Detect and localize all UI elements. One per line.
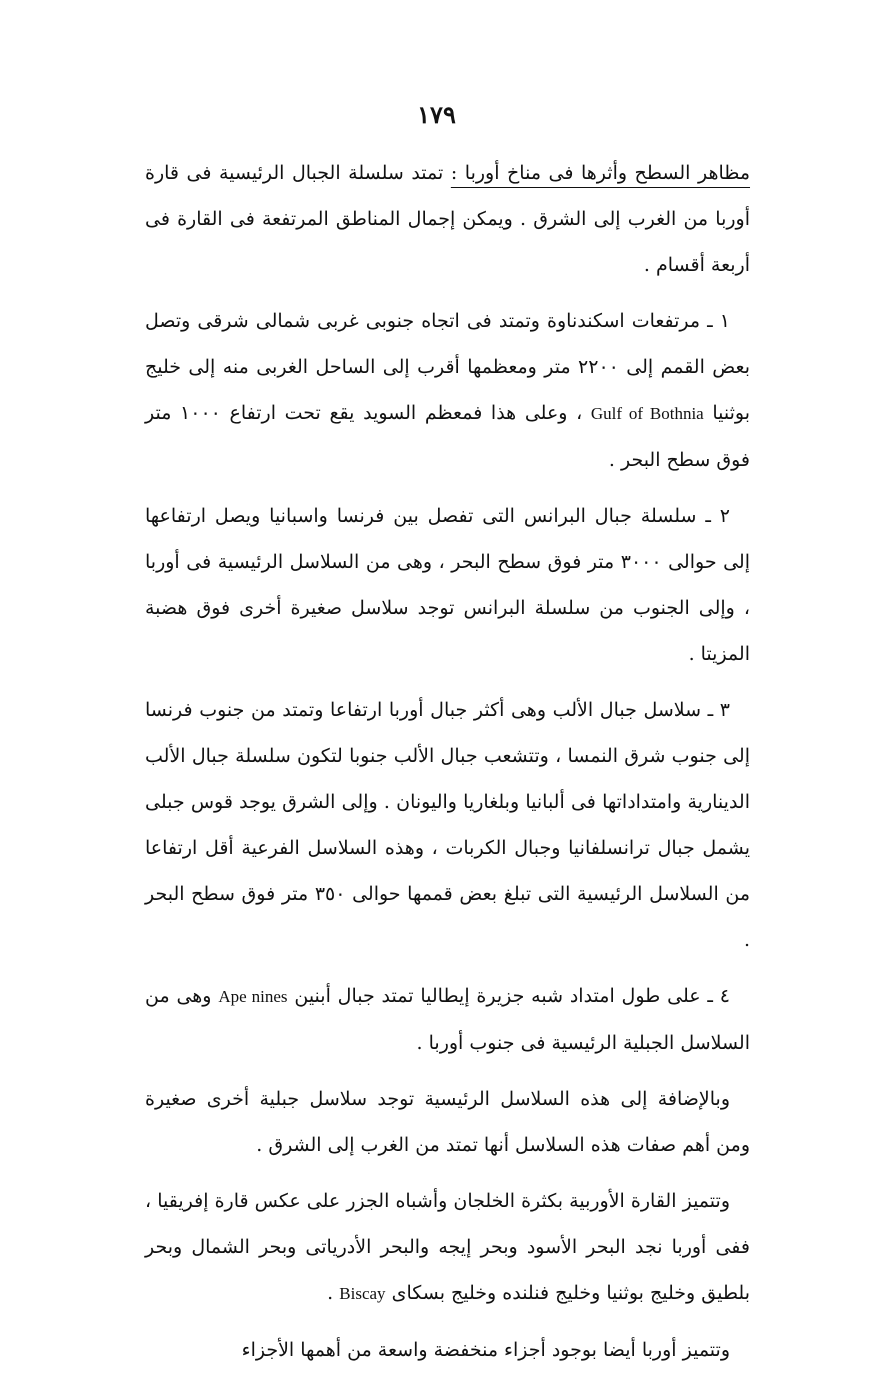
- paragraph-text: ٢ ـ سلسلة جبال البرانس التى تفصل بين فرنسا واسبانيا ويصل ارتفاعها إلى حوالى ٣٠٠٠ متر فوق سطح البحر ، وهى من السلاسل الرئيسية فى أوربا ، وإلى الجنوب من سلسلة البرانس توجد سلاسل صغيرة أخرى فوق هضبة المزيتا .: [145, 505, 750, 665]
- paragraph-apennines: [145, 973, 750, 1066]
- body-text: [145, 150, 750, 1383]
- paragraph-text: ٤ ـ على طول امتداد شبه جزيرة إيطاليا تمتد جبال أبنين: [287, 985, 730, 1007]
- paragraph-surface-features: [145, 150, 750, 288]
- latin-term: Gulf of Bothnia: [590, 404, 704, 423]
- paragraph-text: وتتميز القارة الأوربية بكثرة الخلجان وأشباه الجزر على عكس قارة إفريقيا ، ففى أوربا نجد البحر الأسود وبحر إيجه والبحر الأدرياتى وبحر الشمال وبحر بلطيق وخليج بوثنيا وخليج فنلنده وخليج بسكاى: [145, 1190, 750, 1304]
- section-heading: مظاهر السطح وأثرها فى مناخ أوربا :: [450, 162, 751, 184]
- paragraph-text: .: [327, 1282, 340, 1304]
- paragraph-alps: [145, 687, 750, 963]
- paragraph-text: وتتميز أوربا أيضا بوجود أجزاء منخفضة واسعة من أهمها الأجزاء: [241, 1339, 730, 1361]
- latin-term: Biscay: [339, 1284, 386, 1303]
- latin-term: Ape nines: [218, 987, 288, 1006]
- paragraph-text: ، وعلى هذا فمعظم السويد يقع تحت ارتفاع ١٠٠٠ متر فوق سطح البحر .: [145, 402, 750, 471]
- page-number: ١٧٩: [417, 100, 456, 129]
- paragraph-text: وهى من السلاسل الجبلية الرئيسية فى جنوب أوربا .: [145, 985, 750, 1054]
- paragraph-text: ١ ـ مرتفعات اسكندناوة وتمتد فى اتجاه جنوبى غربى شمالى شرقى وتصل بعض القمم إلى ٢٢٠٠ متر ومعظمها أقرب إلى الساحل الغربى منه إلى خليج بوثنيا: [145, 310, 751, 424]
- paragraph-text: وبالإضافة إلى هذه السلاسل الرئيسية توجد سلاسل جبلية أخرى صغيرة ومن أهم صفات هذه السلاسل أنها تمتد من الغرب إلى الشرق .: [145, 1088, 750, 1156]
- paragraph-text: ٣ ـ سلاسل جبال الألب وهى أكثر جبال أوربا ارتفاعا وتمتد من جنوب فرنسا إلى جنوب شرق النمسا ، وتتشعب جبال الألب جنوبا لتكون سلسلة جبال الألب الدينارية وامتداداتها فى ألبانيا وبلغاريا واليونان . وإلى الشرق يوجد قوس جبلى يشمل جبال ترانسلفانيا وجبال الكربات ، وهذه السلاسل الفرعية أقل ارتفاعا من السلاسل الرئيسية التى تبلغ بعض قممها حوالى ٣٥٠ متر فوق سطح البحر .: [145, 699, 750, 951]
- paragraph-pyrenees: [145, 493, 750, 677]
- paragraph-text: تمتد سلسلة الجبال الرئيسية فى قارة أوربا من الغرب إلى الشرق . ويمكن إجمال المناطق المرتفعة فى القارة فى أربعة أقسام .: [145, 162, 750, 276]
- paragraph-other-ranges: [145, 1076, 750, 1168]
- paragraph-gulfs: [145, 1178, 750, 1317]
- paragraph-lowlands: [145, 1327, 750, 1373]
- paragraph-scandinavia: [145, 298, 750, 483]
